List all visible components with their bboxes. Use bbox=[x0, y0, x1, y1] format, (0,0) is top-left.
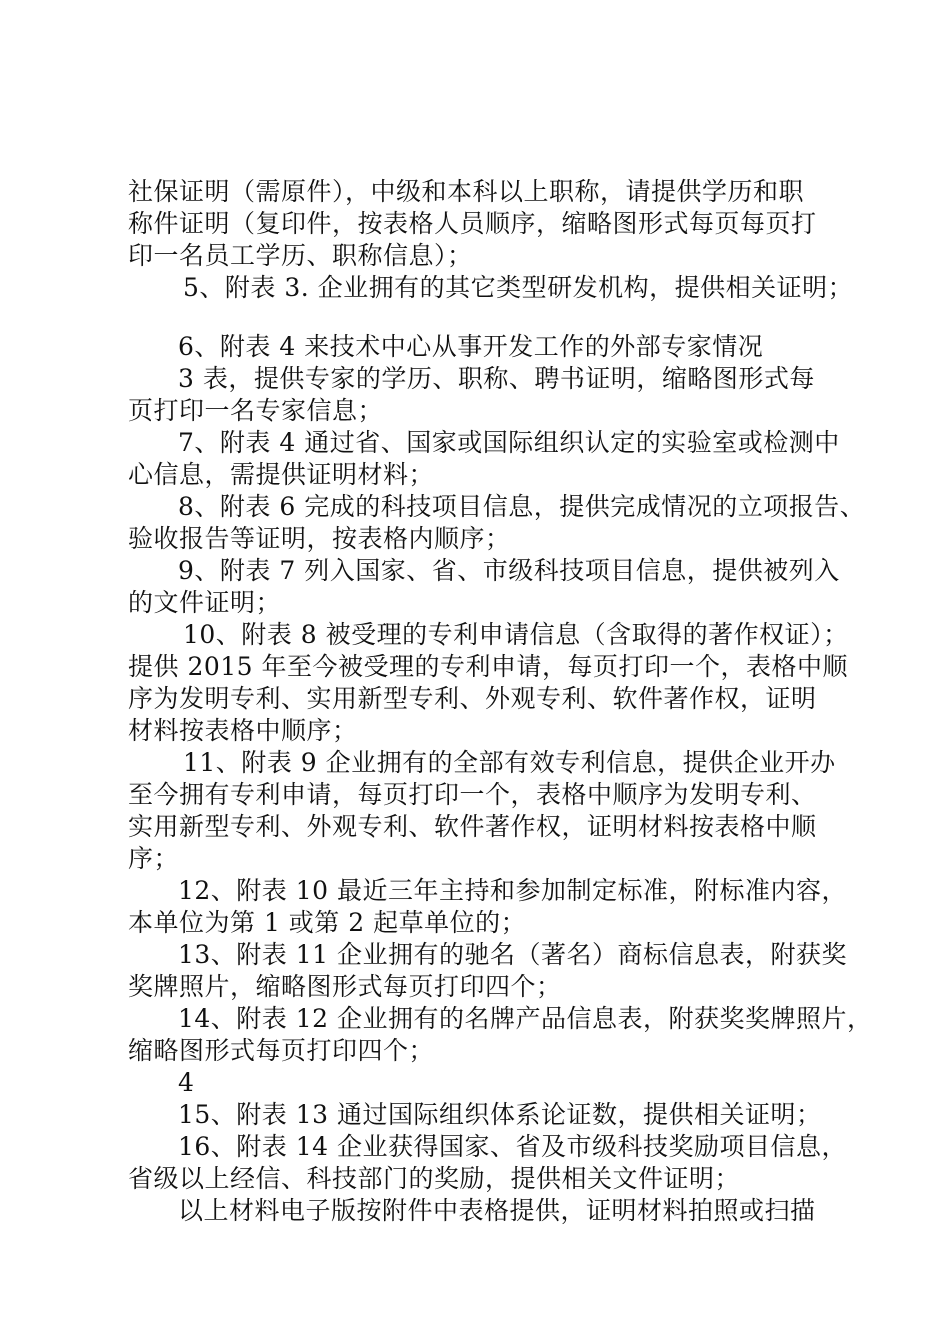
text-line: 序； bbox=[128, 844, 180, 873]
text-line: 本单位为第 1 或第 2 起草单位的； bbox=[128, 908, 527, 937]
text-line: 8、附表 6 完成的科技项目信息，提供完成情况的立项报告、 bbox=[178, 492, 866, 521]
page-number: 4 bbox=[178, 1068, 195, 1097]
text-line: 16、附表 14 企业获得国家、省及市级科技奖励项目信息， bbox=[178, 1132, 848, 1161]
text-line: 7、附表 4 通过省、国家或国际组织认定的实验室或检测中 bbox=[178, 428, 840, 457]
text-line: 页打印一名专家信息； bbox=[128, 396, 384, 425]
text-line: 11、附表 9 企业拥有的全部有效专利信息，提供企业开办 bbox=[183, 748, 836, 777]
text-line: 验收报告等证明，按表格内顺序； bbox=[128, 524, 511, 553]
text-line: 社保证明（需原件），中级和本科以上职称，请提供学历和职 bbox=[128, 177, 805, 206]
text-line: 14、附表 12 企业拥有的名牌产品信息表，附获奖奖牌照片， bbox=[178, 1004, 873, 1033]
text-line: 15、附表 13 通过国际组织体系论证数，提供相关证明； bbox=[178, 1100, 822, 1129]
text-line: 至今拥有专利申请，每页打印一个，表格中顺序为发明专利、 bbox=[128, 780, 817, 809]
text-line: 印一名员工学历、职称信息）； bbox=[128, 241, 473, 270]
text-line: 缩略图形式每页打印四个； bbox=[128, 1036, 435, 1065]
text-line: 13、附表 11 企业拥有的驰名（著名）商标信息表，附获奖 bbox=[178, 940, 848, 969]
text-line: 称件证明（复印件，按表格人员顺序，缩略图形式每页每页打 bbox=[128, 209, 817, 238]
text-line: 3 表，提供专家的学历、职称、聘书证明，缩略图形式每 bbox=[178, 364, 815, 393]
text-line: 的文件证明； bbox=[128, 588, 282, 617]
text-line: 提供 2015 年至今被受理的专利申请，每页打印一个，表格中顺 bbox=[128, 652, 849, 681]
text-line: 6、附表 4 来技术中心从事开发工作的外部专家情况 bbox=[178, 332, 764, 361]
text-line: 以上材料电子版按附件中表格提供，证明材料拍照或扫描 bbox=[178, 1196, 816, 1225]
text-line: 12、附表 10 最近三年主持和参加制定标准，附标准内容， bbox=[178, 876, 848, 905]
text-line: 奖牌照片，缩略图形式每页打印四个； bbox=[128, 972, 562, 1001]
text-line: 序为发明专利、实用新型专利、外观专利、软件著作权，证明 bbox=[128, 684, 817, 713]
text-line: 材料按表格中顺序； bbox=[128, 716, 358, 745]
text-line: 5、附表 3. 企业拥有的其它类型研发机构，提供相关证明； bbox=[183, 273, 854, 302]
text-line: 9、附表 7 列入国家、省、市级科技项目信息，提供被列入 bbox=[178, 556, 840, 585]
text-line: 10、附表 8 被受理的专利申请信息（含取得的著作权证）； bbox=[183, 620, 849, 649]
text-line: 心信息，需提供证明材料； bbox=[128, 460, 435, 489]
text-line: 实用新型专利、外观专利、软件著作权，证明材料按表格中顺 bbox=[128, 812, 817, 841]
text-line: 省级以上经信、科技部门的奖励，提供相关文件证明； bbox=[128, 1164, 741, 1193]
